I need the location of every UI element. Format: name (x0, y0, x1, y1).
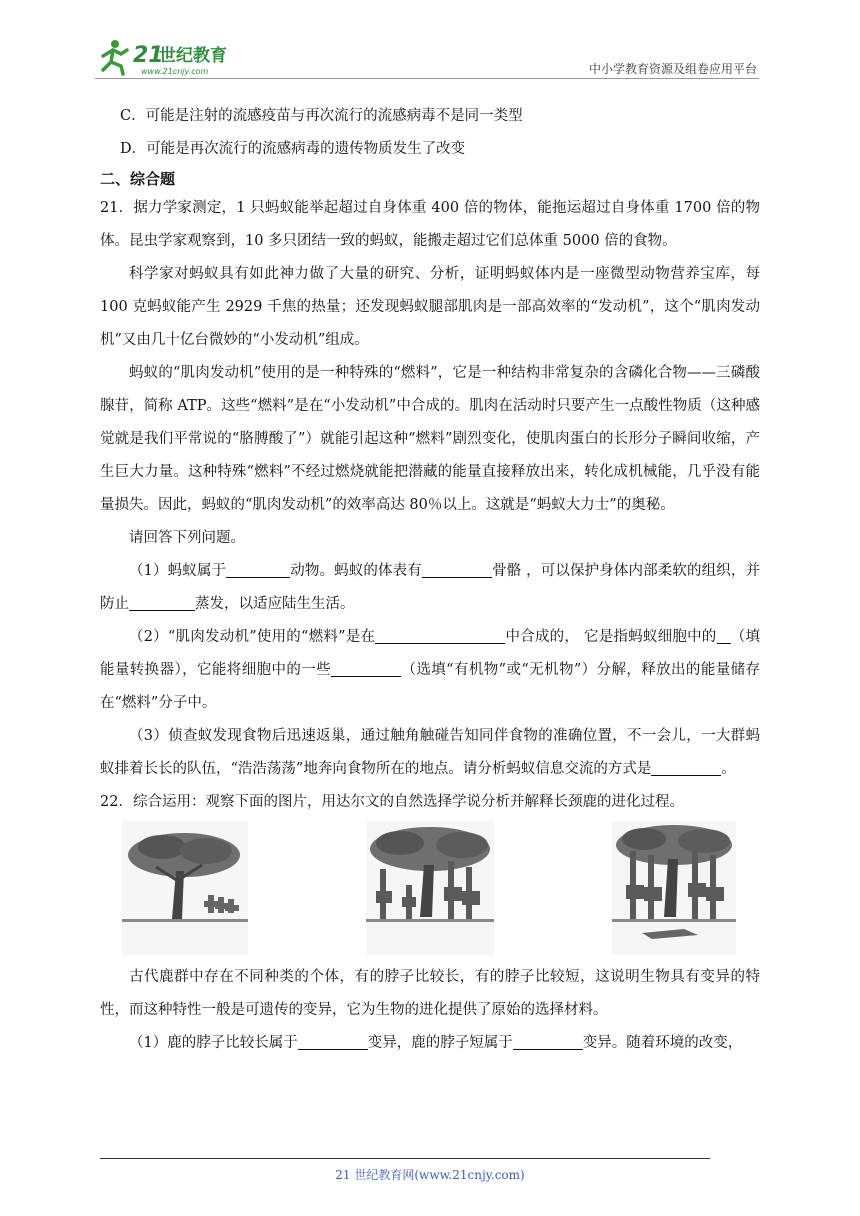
document-body (100, 100, 760, 1060)
page-header (95, 36, 759, 80)
answer-blank[interactable] (717, 627, 731, 644)
giraffe-image-3 (612, 821, 736, 955)
q21-paragraph-3: 蚂蚁的“肌肉发动机”使用的是一种特殊的“燃料”，它是一种结构非常复杂的含磷化合物——三磷酸腺苷，简称 ATP。这些“燃料”是在“小发动机”中合成的。肌肉在活动时只要产生一点酸性物质（这种感觉就是我们平常说的“胳膊酸了”）就能引起这种“燃料”剧烈变化，使肌肉蛋白的长形分子瞬间收缩，产生巨大力量。这种特殊“燃料”不经过燃烧就能把潜藏的能量直接释放出来，转化成机械能，几乎没有能量损失。因此，蚂蚁的“肌肉发动机”的效率高达 80％以上。这就是“蚂蚁大力士”的奥秘。 (100, 365, 760, 513)
q21-subquestion-2: （2）“肌肉发动机”使用的“燃料”是在 中合成的， 它是指蚂蚁细胞中的 （填能量转换器），它能将细胞中的一些 （选填“有机物”或“无机物”）分解，释放出的能量储存在“燃料”分子中。 (100, 629, 761, 711)
q21-paragraph-1: 21．据力学家测定，1 只蚂蚁能举起超过自身体重 400 倍的物体，能拖运超过自身体重 1700 倍的物体。昆虫学家观察到，10 多只团结一致的蚂蚁，能搬走超过它们总体重 5000 倍的食物。 (100, 200, 760, 249)
q21-subquestion-3: （3）侦查蚁发现食物后迅速返巢，通过触角触碰告知同伴食物的准确位置，不一会儿，一大群蚂蚁排着长长的队伍，“浩浩荡荡”地奔向食物所在的地点。请分析蚂蚁信息交流的方式是 。 (100, 728, 760, 777)
answer-blank[interactable] (331, 660, 401, 677)
q22-paragraph-1: 古代鹿群中存在不同种类的个体，有的脖子比较长，有的脖子比较短，这说明生物具有变异的特性，而这种特性一般是可遗传的变异，它为生物的进化提供了原始的选择材料。 (100, 969, 760, 1018)
answer-blank[interactable] (513, 1033, 583, 1050)
logo-url: www.21cnjy.com (141, 67, 209, 76)
answer-blank[interactable] (298, 1033, 368, 1050)
giraffe-image-2 (366, 821, 494, 955)
giraffe-evolution-images (100, 821, 760, 959)
page-footer: 21 世纪教育网(www.21cnjy.com) (335, 1168, 525, 1182)
header-divider (95, 78, 759, 79)
logo-text: 世纪教育 (159, 46, 227, 66)
answer-blank[interactable] (651, 759, 721, 776)
logo-21cnjy (95, 36, 265, 80)
q22-subquestion-1: （1）鹿的脖子比较长属于 变异，鹿的脖子短属于 变异。随着环境的改变， (129, 1035, 743, 1051)
option-c: C．可能是注射的流感疫苗与再次流行的流感病毒不是同一类型 (120, 108, 523, 124)
answer-blank[interactable] (375, 627, 505, 644)
header-platform-text: 中小学教育资源及组卷应用平台 (588, 62, 757, 76)
q21-subquestion-1: （1）蚂蚁属于 动物。蚂蚁的体表有 骨骼 ，可以保护身体内部柔软的组织，并防止 蒸发，以适应陆生生活。 (100, 563, 761, 612)
option-d: D．可能是再次流行的流感病毒的遗传物质发生了改变 (120, 141, 466, 157)
q21-paragraph-2: 科学家对蚂蚁具有如此神力做了大量的研究、分析，证明蚂蚁体内是一座微型动物营养宝库，每 100 克蚂蚁能产生 2929 千焦的热量；还发现蚂蚁腿部肌肉是一部高效率的“发动机”，这个“肌肉发动机”又由几十亿台微妙的“小发动机”组成。 (100, 266, 760, 348)
q21-prompt: 请回答下列问题。 (129, 530, 245, 546)
footer-divider (100, 1158, 710, 1159)
logo-number: 21 (133, 43, 164, 68)
q22-title: 22．综合运用：观察下面的图片，用达尔文的自然选择学说分析并解释长颈鹿的进化过程。 (100, 794, 684, 810)
giraffe-image-1 (122, 821, 248, 955)
answer-blank[interactable] (129, 594, 195, 611)
answer-blank[interactable] (226, 561, 290, 578)
answer-blank[interactable] (422, 561, 492, 578)
section-title: 二、综合题 (100, 170, 176, 188)
